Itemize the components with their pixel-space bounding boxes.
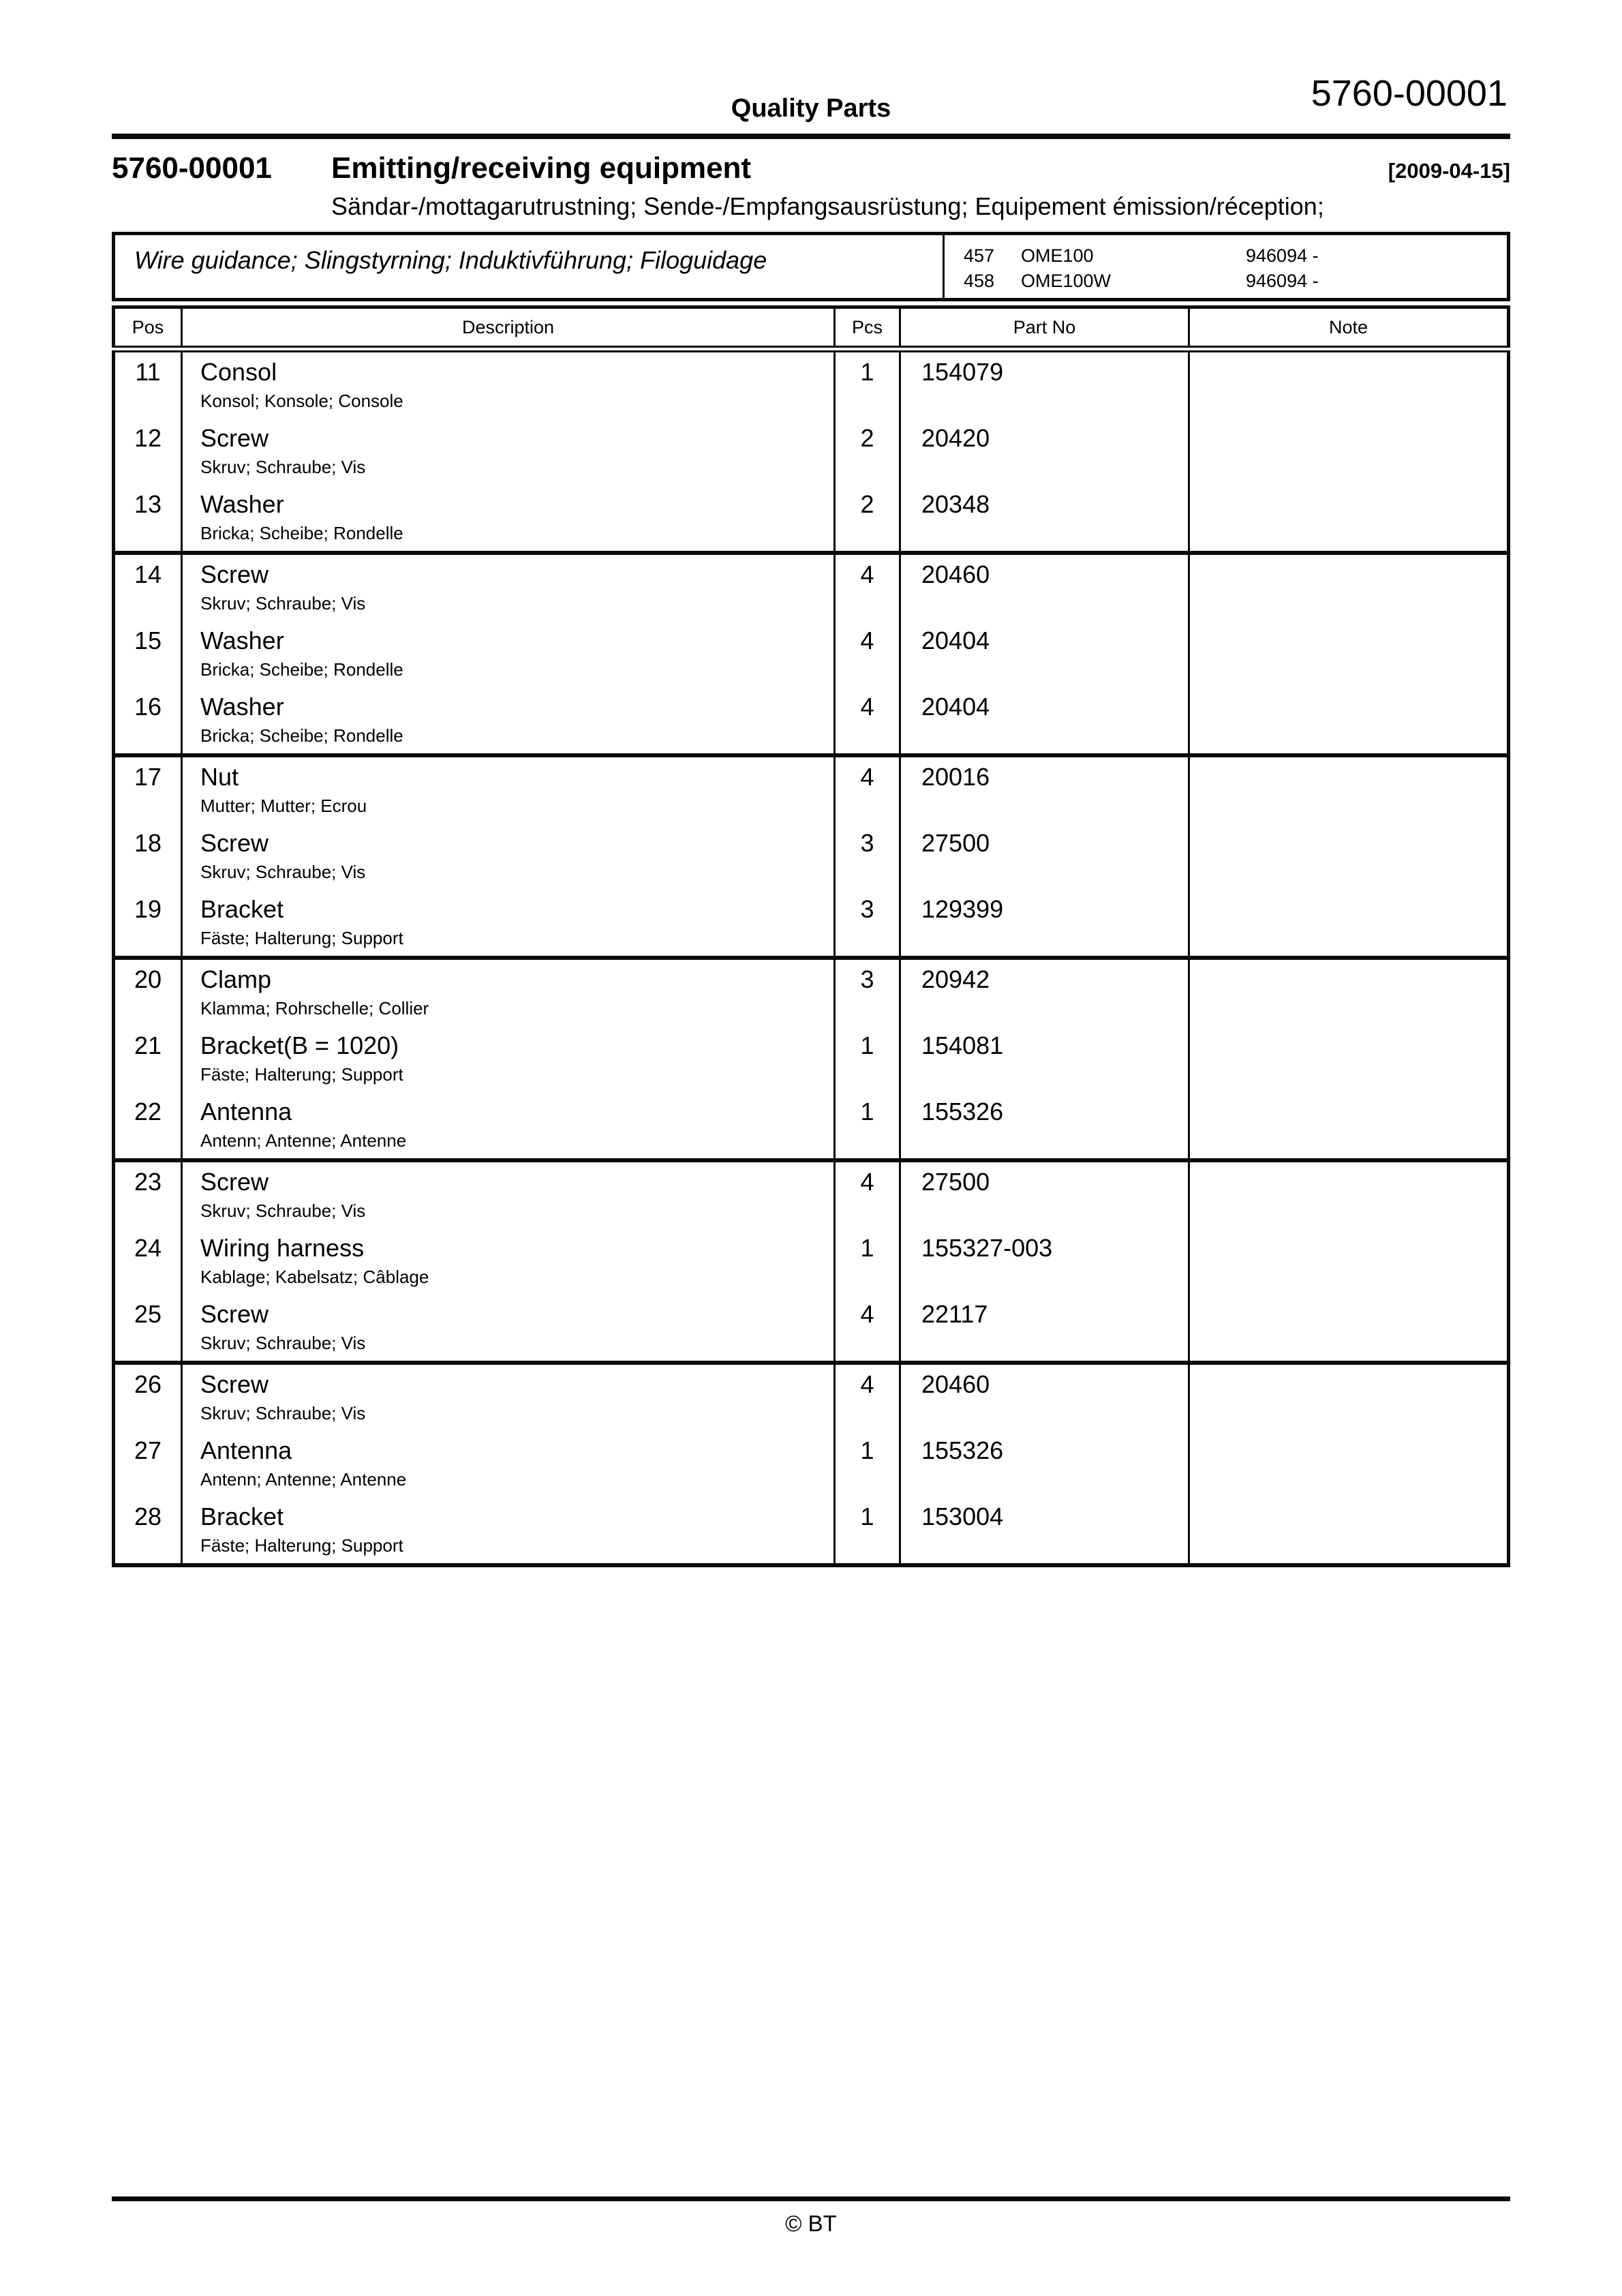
- table-row: [114, 755, 1509, 824]
- cell-pcs: 1: [835, 1431, 900, 1497]
- cell-part-no: 20420: [900, 419, 1189, 485]
- desc-sub: Skruv; Schraube; Vis: [200, 1333, 366, 1353]
- desc-sub: Bricka; Scheibe; Rondelle: [200, 659, 403, 680]
- cell-pos: 17: [114, 755, 182, 824]
- cell-note: [1189, 1295, 1509, 1363]
- info-box-description: Wire guidance; Slingstyrning; Induktivführung; Filoguidage: [134, 246, 767, 274]
- cell-note: [1189, 419, 1509, 485]
- cell-pcs: 3: [835, 958, 900, 1026]
- table-row: [114, 419, 1509, 485]
- cell-pos: 22: [114, 1092, 182, 1160]
- cell-description: [182, 349, 835, 419]
- cell-part-no: 22117: [900, 1295, 1189, 1363]
- cell-part-no: 27500: [900, 1160, 1189, 1228]
- title-row: [112, 151, 1510, 185]
- cell-pos: 13: [114, 485, 182, 553]
- cell-description: [182, 1497, 835, 1565]
- cell-pos: 12: [114, 419, 182, 485]
- cell-pos: 19: [114, 890, 182, 958]
- footer-copyright: © BT: [112, 2196, 1510, 2237]
- cell-description: [182, 553, 835, 621]
- page-subtitle: Sändar-/mottagarutrustning; Sende-/Empfangsausrüstung; Equipement émission/réception;: [331, 192, 1324, 220]
- cell-description: [182, 890, 835, 958]
- cell-pos: 24: [114, 1228, 182, 1295]
- cell-note: [1189, 1092, 1509, 1160]
- desc-main: Screw: [200, 1370, 269, 1398]
- table-row: [114, 824, 1509, 890]
- cell-part-no: 20460: [900, 1363, 1189, 1431]
- cell-part-no: 20016: [900, 755, 1189, 824]
- cell-note: [1189, 349, 1509, 419]
- desc-sub: Fäste; Halterung; Support: [200, 928, 403, 948]
- model-name: OME100: [1021, 245, 1094, 266]
- desc-sub: Antenn; Antenne; Antenne: [200, 1130, 407, 1151]
- cell-part-no: 20404: [900, 621, 1189, 687]
- cell-pcs: 4: [835, 687, 900, 755]
- col-header-description: Description: [182, 307, 835, 350]
- col-header-pos: Pos: [114, 307, 182, 350]
- model-row: [964, 243, 1507, 269]
- cell-part-no: 155326: [900, 1092, 1189, 1160]
- model-serial: 946094 -: [1246, 245, 1319, 266]
- doc-number-top: 5760-00001: [1311, 73, 1508, 114]
- revision-date: [2009-04-15]: [1388, 159, 1510, 183]
- desc-main: Screw: [200, 1300, 269, 1328]
- desc-sub: Skruv; Schraube; Vis: [200, 862, 366, 882]
- cell-part-no: 20348: [900, 485, 1189, 553]
- cell-description: [182, 755, 835, 824]
- cell-description: [182, 824, 835, 890]
- desc-sub: Kablage; Kabelsatz; Câblage: [200, 1267, 429, 1287]
- cell-pcs: 4: [835, 1363, 900, 1431]
- parts-table-body: [114, 349, 1509, 1565]
- model-row: [964, 269, 1507, 294]
- cell-pos: 26: [114, 1363, 182, 1431]
- desc-main: Screw: [200, 560, 269, 588]
- table-row: [114, 349, 1509, 419]
- desc-main: Antenna: [200, 1436, 292, 1464]
- cell-pos: 18: [114, 824, 182, 890]
- table-row: [114, 1092, 1509, 1160]
- info-box: [112, 232, 1510, 301]
- cell-description: [182, 419, 835, 485]
- table-row: [114, 1497, 1509, 1565]
- cell-part-no: 129399: [900, 890, 1189, 958]
- cell-part-no: 27500: [900, 824, 1189, 890]
- desc-sub: Bricka; Scheibe; Rondelle: [200, 523, 403, 543]
- cell-pos: 27: [114, 1431, 182, 1497]
- header-rule: [112, 134, 1510, 139]
- cell-pcs: 1: [835, 1228, 900, 1295]
- cell-part-no: 20460: [900, 553, 1189, 621]
- cell-pos: 15: [114, 621, 182, 687]
- brand-header: Quality Parts: [731, 94, 891, 123]
- cell-description: [182, 687, 835, 755]
- table-row: [114, 1431, 1509, 1497]
- cell-description: [182, 485, 835, 553]
- desc-sub: Antenn; Antenne; Antenne: [200, 1469, 407, 1490]
- cell-pos: 23: [114, 1160, 182, 1228]
- cell-part-no: 155327-003: [900, 1228, 1189, 1295]
- table-row: [114, 1363, 1509, 1431]
- desc-main: Antenna: [200, 1098, 292, 1126]
- cell-pcs: 4: [835, 621, 900, 687]
- cell-pcs: 4: [835, 1295, 900, 1363]
- cell-description: [182, 621, 835, 687]
- cell-pcs: 1: [835, 1092, 900, 1160]
- desc-main: Screw: [200, 829, 269, 857]
- cell-note: [1189, 1363, 1509, 1431]
- info-box-models: [943, 235, 1507, 298]
- cell-part-no: 20942: [900, 958, 1189, 1026]
- cell-pcs: 3: [835, 824, 900, 890]
- cell-description: [182, 1026, 835, 1092]
- cell-note: [1189, 1431, 1509, 1497]
- cell-pcs: 4: [835, 1160, 900, 1228]
- cell-pcs: 1: [835, 1026, 900, 1092]
- cell-description: [182, 1160, 835, 1228]
- desc-sub: Klamma; Rohrschelle; Collier: [200, 998, 429, 1018]
- cell-note: [1189, 485, 1509, 553]
- cell-part-no: 20404: [900, 687, 1189, 755]
- cell-pos: 16: [114, 687, 182, 755]
- cell-description: [182, 1092, 835, 1160]
- cell-note: [1189, 1497, 1509, 1565]
- model-code: 458: [964, 271, 995, 291]
- table-row: [114, 1026, 1509, 1092]
- model-name: OME100W: [1021, 271, 1112, 291]
- cell-description: [182, 958, 835, 1026]
- cell-pcs: 1: [835, 349, 900, 419]
- desc-sub: Skruv; Schraube; Vis: [200, 593, 366, 614]
- desc-main: Bracket(B = 1020): [200, 1031, 399, 1059]
- cell-note: [1189, 1228, 1509, 1295]
- cell-part-no: 154079: [900, 349, 1189, 419]
- cell-pcs: 1: [835, 1497, 900, 1565]
- title-block: [112, 151, 1510, 221]
- cell-note: [1189, 1026, 1509, 1092]
- table-row: [114, 958, 1509, 1026]
- section-number: 5760-00001: [112, 151, 272, 185]
- desc-sub: Mutter; Mutter; Ecrou: [200, 796, 367, 816]
- table-row: [114, 1160, 1509, 1228]
- cell-note: [1189, 958, 1509, 1026]
- cell-pos: 28: [114, 1497, 182, 1565]
- col-header-pcs: Pcs: [835, 307, 900, 350]
- desc-main: Wiring harness: [200, 1234, 365, 1262]
- cell-note: [1189, 1160, 1509, 1228]
- desc-main: Clamp: [200, 965, 272, 993]
- cell-pcs: 3: [835, 890, 900, 958]
- cell-description: [182, 1431, 835, 1497]
- table-row: [114, 485, 1509, 553]
- cell-note: [1189, 755, 1509, 824]
- table-row: [114, 687, 1509, 755]
- cell-pos: 20: [114, 958, 182, 1026]
- desc-sub: Skruv; Schraube; Vis: [200, 457, 366, 477]
- table-header-row: [114, 307, 1509, 350]
- desc-main: Screw: [200, 424, 269, 452]
- table-row: [114, 1228, 1509, 1295]
- desc-main: Nut: [200, 763, 239, 791]
- cell-pos: 21: [114, 1026, 182, 1092]
- table-row: [114, 1295, 1509, 1363]
- desc-sub: Skruv; Schraube; Vis: [200, 1403, 366, 1423]
- cell-note: [1189, 553, 1509, 621]
- model-code: 457: [964, 245, 995, 266]
- cell-pos: 14: [114, 553, 182, 621]
- desc-sub: Bricka; Scheibe; Rondelle: [200, 725, 403, 746]
- cell-pcs: 4: [835, 553, 900, 621]
- table-row: [114, 553, 1509, 621]
- cell-note: [1189, 824, 1509, 890]
- cell-description: [182, 1363, 835, 1431]
- desc-main: Washer: [200, 626, 284, 654]
- desc-main: Screw: [200, 1168, 269, 1196]
- cell-part-no: 153004: [900, 1497, 1189, 1565]
- col-header-note: Note: [1189, 307, 1509, 350]
- desc-main: Bracket: [200, 1502, 284, 1530]
- desc-main: Bracket: [200, 895, 284, 923]
- desc-main: Washer: [200, 490, 284, 518]
- desc-sub: Konsol; Konsole; Console: [200, 391, 403, 411]
- model-serial: 946094 -: [1246, 271, 1319, 291]
- page-title: Emitting/receiving equipment: [331, 151, 752, 185]
- cell-description: [182, 1295, 835, 1363]
- desc-sub: Skruv; Schraube; Vis: [200, 1200, 366, 1221]
- cell-description: [182, 1228, 835, 1295]
- desc-main: Washer: [200, 693, 284, 721]
- cell-pcs: 2: [835, 419, 900, 485]
- cell-part-no: 155326: [900, 1431, 1189, 1497]
- table-row: [114, 890, 1509, 958]
- cell-pos: 25: [114, 1295, 182, 1363]
- parts-table: [112, 305, 1510, 1567]
- desc-sub: Fäste; Halterung; Support: [200, 1535, 403, 1556]
- cell-pcs: 2: [835, 485, 900, 553]
- desc-sub: Fäste; Halterung; Support: [200, 1064, 403, 1085]
- desc-main: Consol: [200, 358, 277, 386]
- cell-note: [1189, 621, 1509, 687]
- table-row: [114, 621, 1509, 687]
- cell-note: [1189, 687, 1509, 755]
- cell-pcs: 4: [835, 755, 900, 824]
- cell-pos: 11: [114, 349, 182, 419]
- col-header-part-no: Part No: [900, 307, 1189, 350]
- cell-note: [1189, 890, 1509, 958]
- cell-part-no: 154081: [900, 1026, 1189, 1092]
